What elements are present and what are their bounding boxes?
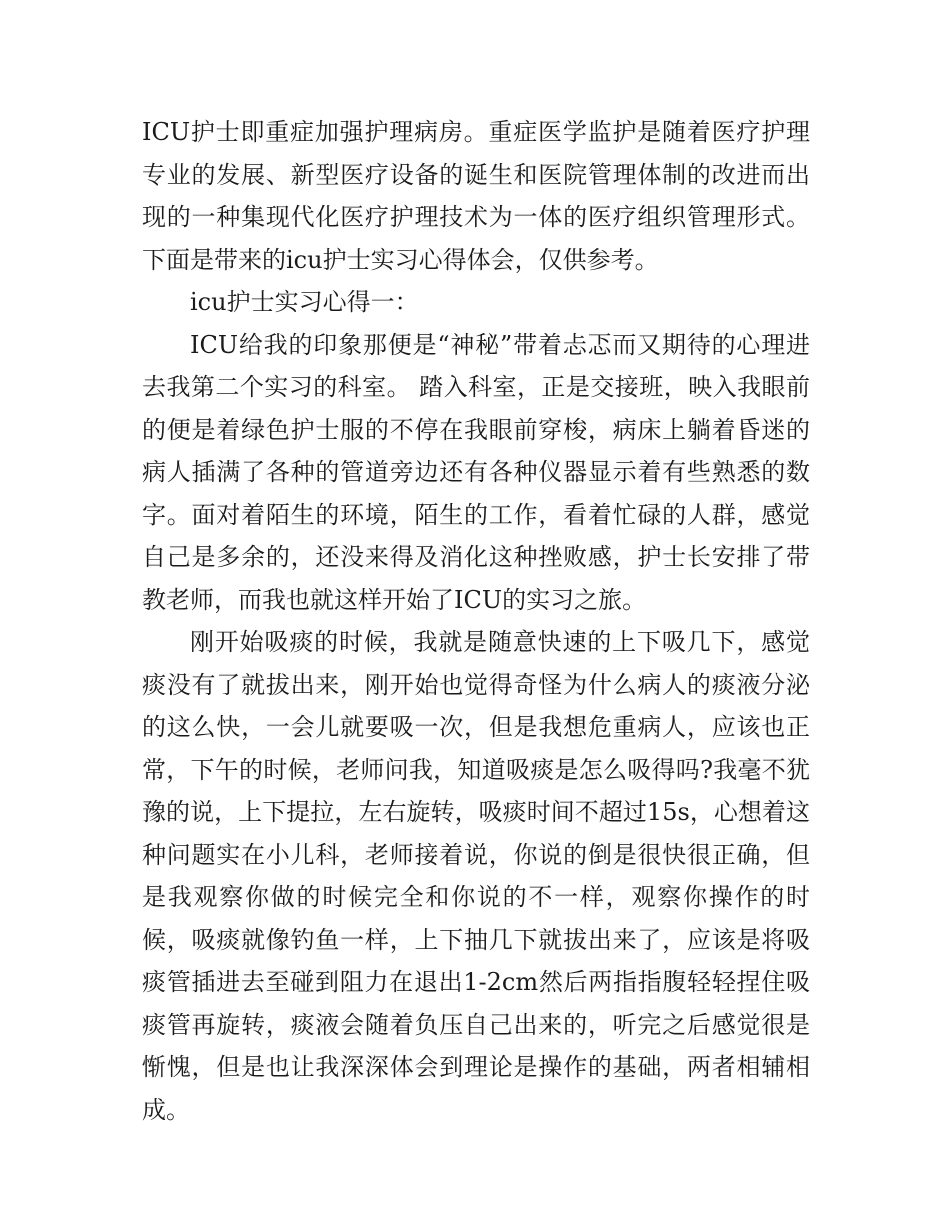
section-heading: icu护士实习心得一： bbox=[190, 288, 419, 316]
document-body bbox=[142, 111, 810, 1131]
intro-paragraph: ICU护士即重症加强护理病房。重症医学监护是随着医疗护理专业的发展、新型医疗设备的诞生和医院管理体制的改进而出现的一种集现代化医疗护理技术为一体的医疗组织管理形式。下面是带来的icu护士实习心得体会，仅供参考。 bbox=[142, 118, 810, 274]
body-paragraph: ICU给我的印象那便是“神秘”带着忐忑而又期待的心理进去我第二个实习的科室。 踏入科室，正是交接班，映入我眼前的便是着绿色护士服的不停在我眼前穿梭，病床上躺着昏迷的病人插满了各种的管道旁边还有各种仪器显示着有些熟悉的数字。面对着陌生的环境，陌生的工作，看着忙碌的人群，感觉自己是多余的，还没来得及消化这种挫败感，护士长安排了带教老师，而我也就这样开始了ICU的实习之旅。 bbox=[142, 330, 810, 614]
body-paragraph: 刚开始吸痰的时候，我就是随意快速的上下吸几下，感觉痰没有了就拔出来，刚开始也觉得奇怪为什么病人的痰液分泌的这么快，一会儿就要吸一次，但是我想危重病人，应该也正常，下午的时候，老师问我，知道吸痰是怎么吸得吗?我毫不犹豫的说，上下提拉，左右旋转，吸痰时间不超过15s，心想着这种问题实在小儿科，老师接着说，你说的倒是很快很正确，但是我观察你做的时候完全和你说的不一样，观察你操作的时候，吸痰就像钓鱼一样，上下抽几下就拔出来了，应该是将吸痰管插进去至碰到阻力在退出1-2cm然后两指指腹轻轻捏住吸痰管再旋转，痰液会随着负压自己出来的，听完之后感觉很是惭愧，但是也让我深深体会到理论是操作的基础，两者相辅相成。 bbox=[142, 628, 810, 1124]
